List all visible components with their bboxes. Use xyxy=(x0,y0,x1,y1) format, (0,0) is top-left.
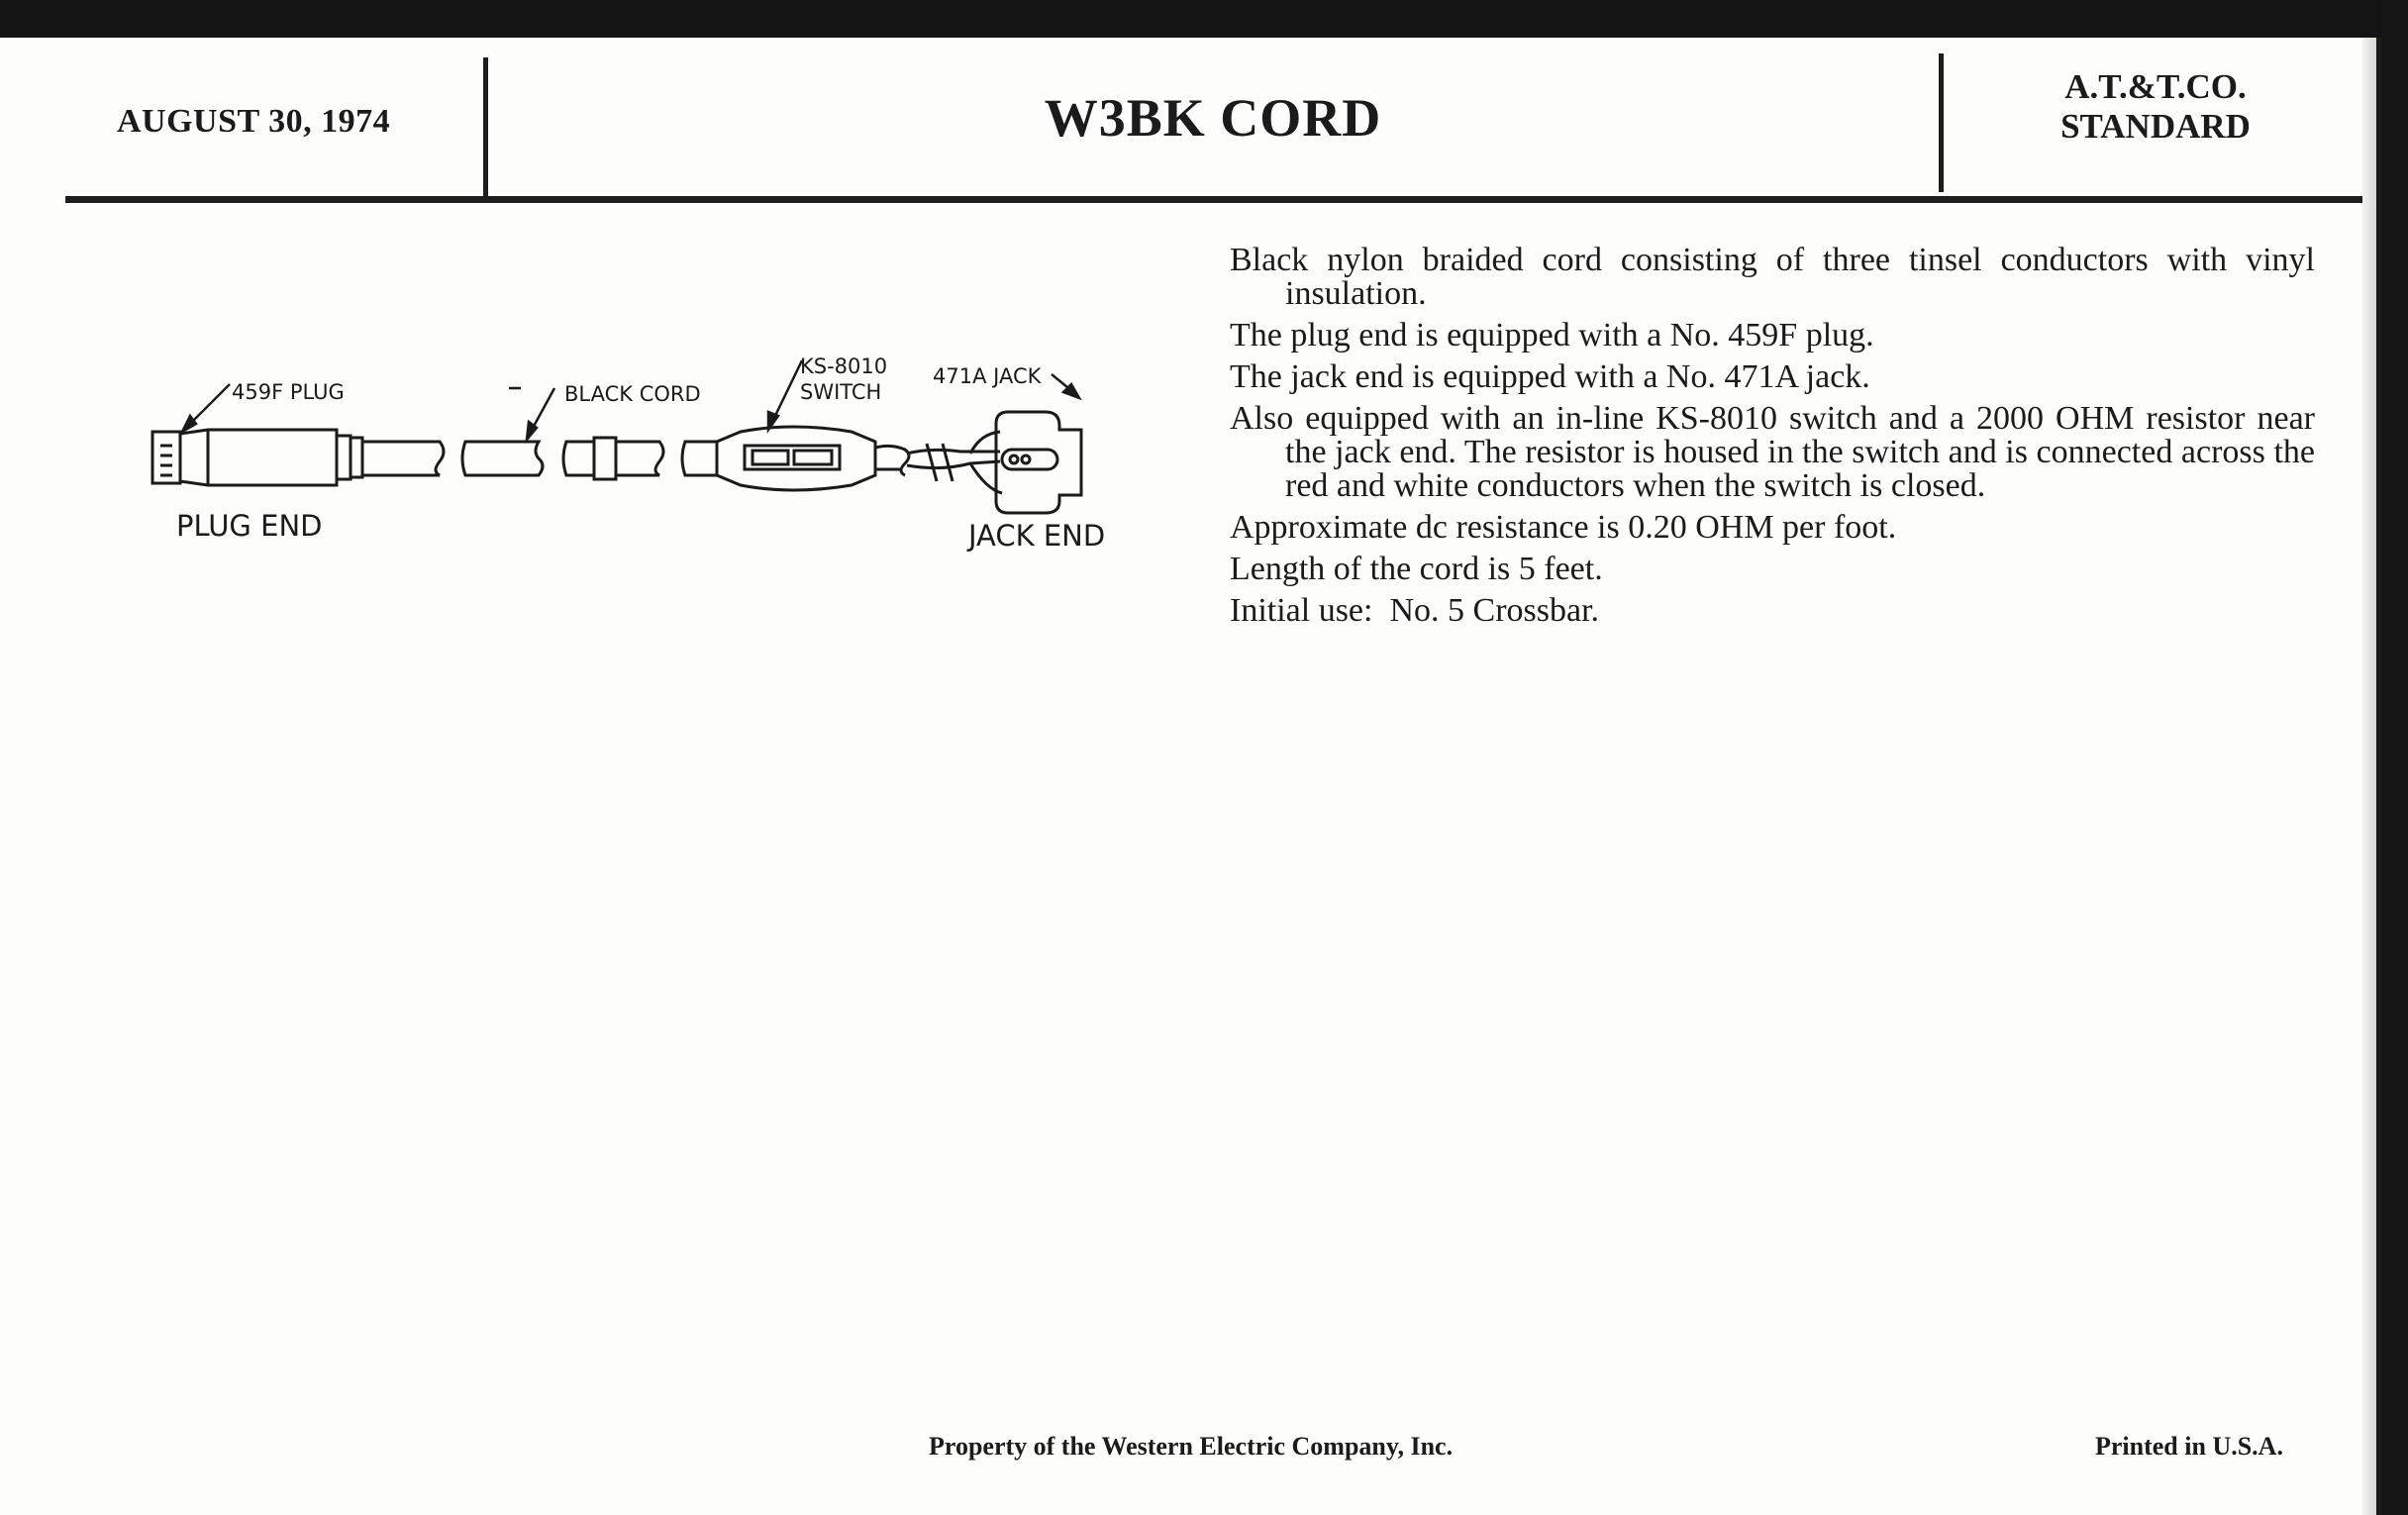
switch-drawing xyxy=(717,427,875,490)
header-rule xyxy=(65,196,2364,203)
cord-description xyxy=(1230,244,2315,636)
label-switch-line1: KS-8010 xyxy=(800,354,888,378)
label-jack-end: JACK END xyxy=(968,519,1106,553)
label-black-cord: BLACK CORD xyxy=(564,382,701,406)
description-paragraph: Approximate dc resistance is 0.20 OHM per foot. xyxy=(1230,509,1897,546)
label-plug-end: PLUG END xyxy=(176,509,323,543)
jack-wires xyxy=(875,432,1002,493)
page-title: W3BK CORD xyxy=(1044,88,1382,148)
standard-mark-line2: STANDARD xyxy=(2060,107,2251,146)
spec-card xyxy=(0,38,2376,1515)
scan-border-right xyxy=(2382,0,2408,1515)
description-paragraph: The plug end is equipped with a No. 459F plug. xyxy=(1230,317,1874,354)
scan-border-top xyxy=(0,0,2408,38)
standard-mark-line1: A.T.&T.CO. xyxy=(2064,67,2247,106)
description-paragraph: Also equipped with an in-line KS-8010 switch and a 2000 OHM resistor near the jack end. The resistor is housed in the switch and is connected across the red and white conductors when the switch is closed. xyxy=(1230,400,2315,504)
label-459f-plug: 459F PLUG xyxy=(232,380,345,404)
standard-mark xyxy=(1943,67,2368,147)
description-paragraph: The jack end is equipped with a No. 471A jack. xyxy=(1230,358,1870,395)
description-paragraph: Black nylon braided cord consisting of three tinsel conductors with vinyl insulation. xyxy=(1230,242,2315,312)
footer-printed: Printed in U.S.A. xyxy=(2095,1432,2283,1461)
plug-drawing xyxy=(152,430,444,485)
description-paragraph: Length of the cord is 5 feet. xyxy=(1230,551,1603,587)
description-paragraph: Initial use: No. 5 Crossbar. xyxy=(1230,592,1600,629)
label-471a-jack: 471A JACK xyxy=(933,364,1042,388)
issue-date: AUGUST 30, 1974 xyxy=(117,103,391,140)
label-switch-line2: SWITCH xyxy=(800,380,882,404)
cord-segments xyxy=(462,438,717,479)
footer-property: Property of the Western Electric Company, Inc. xyxy=(929,1432,1454,1461)
jack-drawing xyxy=(996,412,1081,513)
cord-diagram xyxy=(139,305,1149,582)
